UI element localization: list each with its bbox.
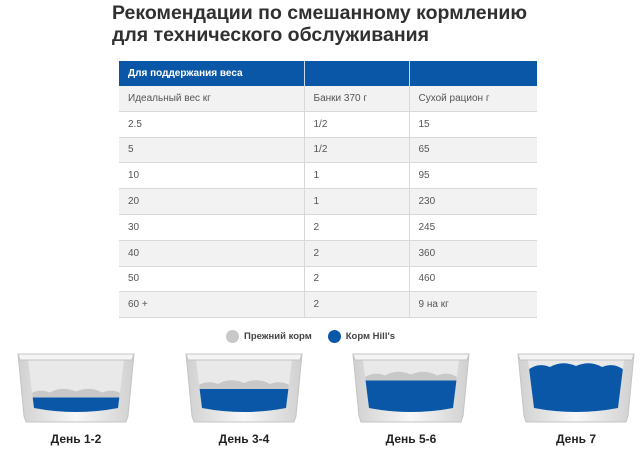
day-label: День 1-2 — [50, 432, 102, 446]
bowl-day-5-6-icon — [349, 348, 473, 424]
cell-dry: 65 — [409, 137, 537, 163]
cell-dry: 245 — [409, 214, 537, 240]
table-row — [119, 240, 537, 266]
cell-weight: 30 — [119, 214, 304, 240]
title-line-2: для технического обслуживания — [112, 24, 429, 46]
table-header-row — [119, 61, 537, 86]
cell-cans: 1/2 — [304, 111, 409, 137]
legend-label-old: Прежний корм — [244, 330, 312, 342]
table-header-blank — [304, 61, 409, 86]
cell-weight: 50 — [119, 266, 304, 292]
cell-dry: 460 — [409, 266, 537, 292]
cell-cans: 1 — [304, 189, 409, 215]
table-row — [119, 214, 537, 240]
column-header-dry: Сухой рацион г — [409, 86, 537, 111]
day-label: День 7 — [555, 432, 596, 446]
cell-cans: 2 — [304, 240, 409, 266]
table-row — [119, 266, 537, 292]
food-legend — [226, 327, 411, 345]
feeding-table — [119, 61, 537, 318]
cell-dry: 9 на кг — [409, 292, 537, 318]
legend-item-hills — [328, 330, 395, 343]
legend-label-hills: Корм Hill's — [345, 330, 396, 342]
column-header-cans: Банки 370 г — [304, 86, 409, 111]
table-row — [119, 292, 537, 318]
cell-cans: 2 — [304, 214, 409, 240]
table-header-blank — [409, 61, 537, 86]
cell-cans: 2 — [304, 266, 409, 292]
legend-item-old — [226, 330, 312, 343]
page-title — [112, 2, 632, 46]
cell-dry: 95 — [409, 163, 537, 189]
bowl-day-7-icon — [514, 348, 638, 424]
cell-dry: 230 — [409, 189, 537, 215]
title-line-1: Рекомендации по смешанному кормлению — [112, 2, 528, 24]
table-row — [119, 189, 537, 215]
bowl-day-1-2-icon — [14, 348, 138, 424]
bowl-day-3-4-icon — [182, 348, 306, 424]
hills-food-dot-icon — [328, 330, 341, 343]
cell-cans: 1 — [304, 163, 409, 189]
day-label: День 5-6 — [385, 432, 437, 446]
cell-weight: 40 — [119, 240, 304, 266]
cell-weight: 5 — [119, 137, 304, 163]
column-header-weight: Идеальный вес кг — [119, 86, 304, 111]
table-row — [119, 137, 537, 163]
table-row — [119, 163, 537, 189]
cell-dry: 360 — [409, 240, 537, 266]
cell-cans: 1/2 — [304, 137, 409, 163]
cell-weight: 10 — [119, 163, 304, 189]
table-row — [119, 111, 537, 137]
old-food-dot-icon — [226, 330, 239, 343]
cell-dry: 15 — [409, 111, 537, 137]
cell-cans: 2 — [304, 292, 409, 318]
cell-weight: 2.5 — [119, 111, 304, 137]
table-header-title: Для поддержания веса — [119, 61, 304, 86]
day-label: День 3-4 — [218, 432, 270, 446]
cell-weight: 60 + — [119, 292, 304, 318]
column-headers-row — [119, 86, 537, 111]
cell-weight: 20 — [119, 189, 304, 215]
